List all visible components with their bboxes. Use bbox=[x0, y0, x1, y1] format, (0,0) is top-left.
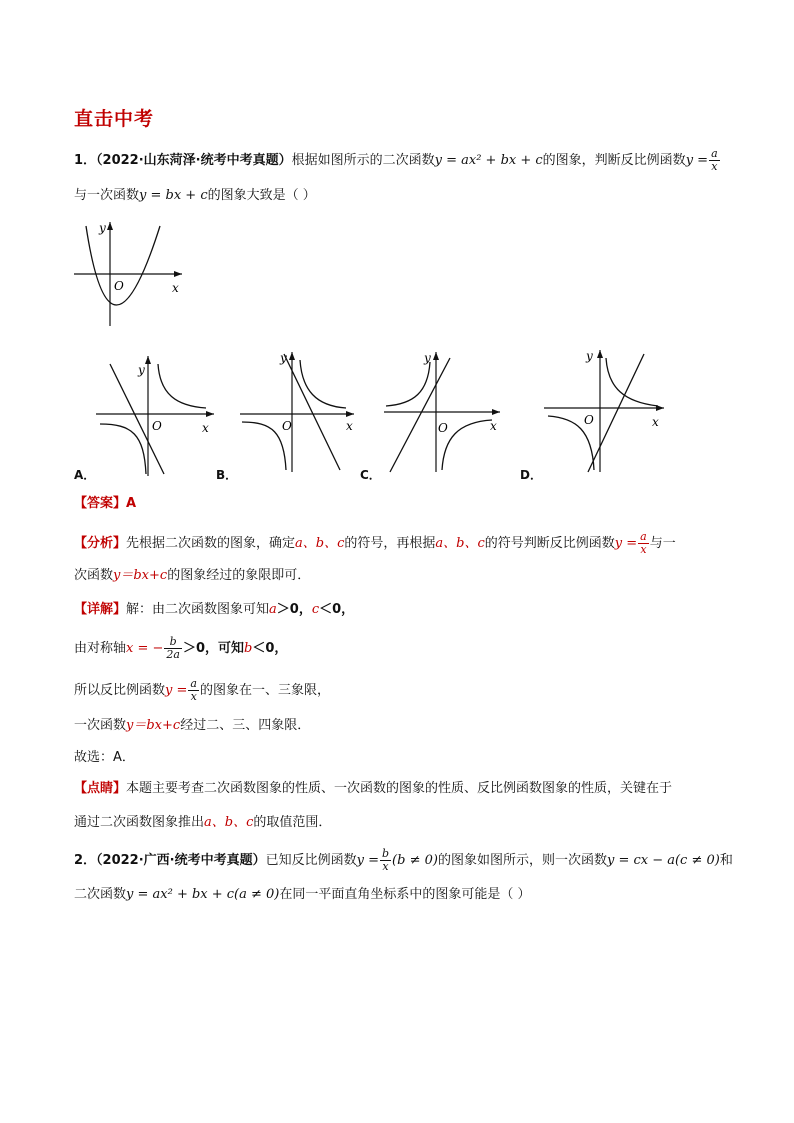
detail-var-a: a bbox=[269, 602, 277, 617]
comment-label: 【点睛】 bbox=[74, 781, 127, 796]
detail-text-1: 解：由二次函数图象可知 bbox=[126, 602, 270, 617]
analysis-abc-1: a、b、c bbox=[295, 536, 345, 551]
axis-relation: ＞0，可知 bbox=[182, 641, 245, 656]
q1-frac-den: x bbox=[711, 160, 718, 173]
q2-text-2: 的图象如图所示，则一次函数 bbox=[437, 853, 607, 868]
y-axis-arrow bbox=[107, 222, 113, 230]
axis-eq-x: x = − bbox=[126, 641, 164, 656]
comment-abc: a、b、c bbox=[204, 815, 254, 830]
linear-text-2: 经过二、三、四象限． bbox=[180, 718, 311, 733]
q1-line-2 bbox=[74, 186, 316, 206]
axis-b-relation: ＜0， bbox=[252, 641, 288, 656]
line-graph bbox=[588, 354, 644, 472]
linear-eq: y＝bx+c bbox=[126, 718, 181, 733]
axis-text-1: 由对称轴 bbox=[74, 641, 127, 656]
inverse-text-1: 所以反比例函数 bbox=[74, 683, 166, 698]
line-graph bbox=[390, 358, 450, 472]
x-axis-arrow bbox=[174, 271, 182, 277]
detail-line-4 bbox=[74, 716, 310, 736]
analysis-text-6: 的图象经过的象限即可． bbox=[167, 568, 311, 583]
answer-line bbox=[74, 494, 136, 514]
analysis-eq-y: y = bbox=[614, 536, 638, 551]
q2-line-1 bbox=[74, 848, 733, 873]
x-label: x bbox=[172, 281, 179, 295]
hyperbola-branch-4 bbox=[442, 420, 492, 470]
hyperbola-branch-2 bbox=[386, 362, 430, 406]
x-label: x bbox=[346, 419, 353, 433]
option-b-label: B． bbox=[216, 468, 238, 482]
origin-label: O bbox=[438, 421, 448, 435]
q2-frac-num: b bbox=[382, 847, 390, 860]
q1-source: （2022·山东菏泽·统考中考真题） bbox=[96, 153, 292, 168]
comment-line-2 bbox=[74, 813, 331, 833]
answer-value: A bbox=[126, 496, 137, 511]
comment-line-1 bbox=[74, 779, 672, 799]
comment-text-1: 本题主要考查二次函数图象的性质、一次函数的图象的性质、反比例函数图象的性质，关键在于 bbox=[126, 781, 673, 796]
analysis-text-2: 的符号，再根据 bbox=[344, 536, 436, 551]
comment-text-2: 通过二次函数图象推出 bbox=[74, 815, 205, 830]
detail-var-c: c bbox=[311, 602, 320, 617]
analysis-fraction bbox=[638, 531, 649, 556]
q2-text-3: 和 bbox=[719, 853, 733, 868]
choose-line: 故选：A． bbox=[74, 750, 135, 765]
q1-fraction bbox=[709, 148, 720, 173]
y-axis-arrow bbox=[597, 350, 603, 358]
q2-frac-den: x bbox=[382, 860, 389, 873]
axis-var-b: b bbox=[244, 641, 253, 656]
option-b-graph bbox=[236, 346, 361, 476]
x-label: x bbox=[490, 419, 497, 433]
detail-c-relation: ＜0， bbox=[319, 602, 355, 617]
q1-text-1: 根据如图所示的二次函数 bbox=[291, 153, 435, 168]
x-axis-arrow bbox=[206, 411, 214, 417]
q1-line-1 bbox=[74, 148, 721, 173]
origin-label: O bbox=[152, 419, 162, 433]
analysis-text-5: 次函数 bbox=[74, 568, 114, 583]
analysis-text-1: 先根据二次函数的图象，确定 bbox=[126, 536, 296, 551]
linear-text-1: 一次函数 bbox=[74, 718, 127, 733]
hyperbola-branch-3 bbox=[242, 422, 286, 470]
q2-cond-1: (b ≠ 0) bbox=[392, 853, 438, 868]
axis-frac-den: 2a bbox=[166, 648, 180, 661]
x-label: x bbox=[652, 415, 659, 429]
option-c-graph bbox=[380, 346, 505, 476]
analysis-line-1 bbox=[74, 531, 676, 556]
detail-label: 【详解】 bbox=[74, 602, 127, 617]
y-axis-arrow bbox=[289, 352, 295, 360]
y-axis-arrow bbox=[145, 356, 151, 364]
axis-fraction bbox=[164, 636, 182, 661]
y-label: y bbox=[586, 349, 593, 363]
inverse-frac-den: x bbox=[190, 690, 197, 703]
q1-text-4: 的图象大致是（ ） bbox=[207, 188, 316, 203]
q2-number: 2． bbox=[74, 853, 97, 868]
q2-source: （2022·广西·统考中考真题） bbox=[96, 853, 266, 868]
q2-eq-y: y = bbox=[356, 853, 379, 868]
q2-text-1: 已知反比例函数 bbox=[265, 853, 357, 868]
q2-text-4: 二次函数 bbox=[74, 887, 127, 902]
inverse-text-2: 的图象在一、三象限， bbox=[199, 683, 330, 698]
option-d-graph bbox=[540, 344, 670, 476]
analysis-frac-num: a bbox=[640, 530, 647, 543]
option-a-label: A． bbox=[74, 468, 96, 482]
detail-line-2 bbox=[74, 636, 287, 661]
q1-eq-quadratic: y = ax² + bx + c bbox=[434, 153, 543, 168]
origin-label: O bbox=[282, 419, 292, 433]
analysis-frac-den: x bbox=[640, 543, 647, 556]
y-label: y bbox=[280, 351, 287, 365]
q1-number: 1． bbox=[74, 153, 97, 168]
detail-a-relation: ＞0， bbox=[276, 602, 312, 617]
y-label: y bbox=[99, 221, 106, 235]
q1-parabola-figure bbox=[70, 218, 195, 330]
analysis-abc-2: a、b、c bbox=[435, 536, 485, 551]
q1-frac-num: a bbox=[711, 147, 718, 160]
analysis-label: 【分析】 bbox=[74, 536, 127, 551]
q2-eq-quadratic: y = ax² + bx + c(a ≠ 0) bbox=[126, 887, 280, 902]
option-a-graph bbox=[92, 350, 222, 480]
answer-label: 【答案】 bbox=[74, 496, 127, 511]
q1-text-3: 与一次函数 bbox=[74, 188, 140, 203]
hyperbola-branch-1 bbox=[606, 358, 658, 406]
q1-eq-linear: y = bx + c bbox=[139, 188, 208, 203]
hyperbola-branch-3 bbox=[100, 424, 146, 474]
q2-line-2 bbox=[74, 885, 531, 905]
y-label: y bbox=[424, 351, 431, 365]
parabola-curve bbox=[86, 226, 160, 305]
q1-eq-y: y = bbox=[685, 153, 709, 168]
inverse-fraction bbox=[188, 678, 199, 703]
detail-line-1 bbox=[74, 600, 354, 620]
origin-label: O bbox=[114, 279, 124, 293]
analysis-line-2 bbox=[74, 566, 310, 586]
y-axis-arrow bbox=[433, 352, 439, 360]
x-label: x bbox=[202, 421, 209, 435]
option-c-label: C． bbox=[360, 468, 381, 482]
hyperbola-branch-1 bbox=[158, 364, 206, 408]
inverse-eq-y: y = bbox=[165, 683, 188, 698]
axis-frac-num: b bbox=[164, 636, 182, 649]
analysis-text-4: 与一 bbox=[649, 536, 676, 551]
analysis-eq-linear: y＝bx+c bbox=[113, 568, 168, 583]
analysis-text-3: 的符号判断反比例函数 bbox=[484, 536, 615, 551]
x-axis-arrow bbox=[492, 409, 500, 415]
x-axis-arrow bbox=[346, 411, 354, 417]
q2-eq-linear: y = cx − a(c ≠ 0) bbox=[606, 853, 720, 868]
y-label: y bbox=[138, 363, 145, 377]
q1-text-2: 的图象，判断反比例函数 bbox=[542, 153, 686, 168]
q2-text-5: 在同一平面直角坐标系中的图象可能是（ ） bbox=[279, 887, 531, 902]
section-title: 直击中考 bbox=[74, 108, 155, 130]
detail-line-3 bbox=[74, 678, 330, 703]
inverse-frac-num: a bbox=[190, 677, 197, 690]
q2-fraction bbox=[380, 848, 391, 873]
origin-label: O bbox=[584, 413, 594, 427]
option-d-label: D． bbox=[520, 468, 542, 482]
comment-text-3: 的取值范围． bbox=[253, 815, 332, 830]
